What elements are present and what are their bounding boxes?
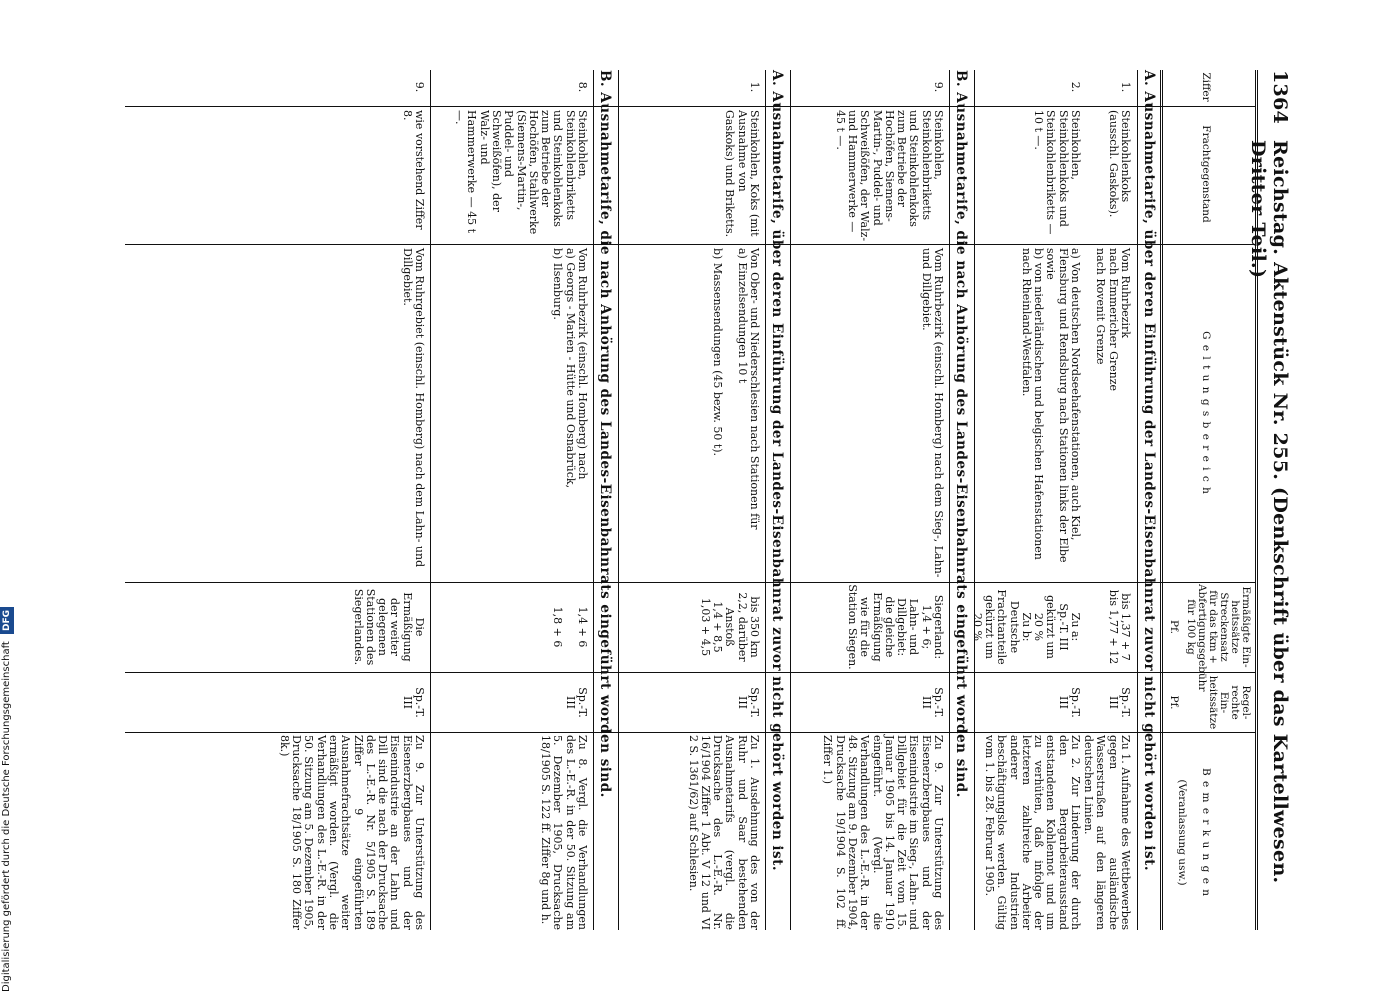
row-geltungsbereich: Vom Ruhrbezirk (einschl. Homberg) nach a) Georgs - Marien - Hütte und Osnabrück, b) Ilsenburg. <box>551 248 589 489</box>
divider <box>430 70 431 930</box>
row-number: 8. <box>576 81 589 93</box>
row-number: 1. <box>1119 81 1132 93</box>
row-number: 9. <box>932 81 945 93</box>
digitization-credit <box>0 0 16 992</box>
row-frachtgegenstand: wie vorstehend Ziffer 8. <box>400 110 426 230</box>
divider <box>765 70 766 930</box>
row-regelrecht: Sp.-T. III <box>735 687 761 718</box>
row-bemerkung: Zu 8. Vergl. die Verhandlungen des L.-E.-R. in der 50. Sitzung am 5. Dezember 1905, Drucksache 18/1905 S. 122 ff. Ziffer 8g und h. <box>539 735 589 930</box>
credit-text: Digitalisierung gefördert durch die Deutsche Forschungsgemeinschaft <box>1 641 12 992</box>
header-unit-pf: Pf. <box>1168 620 1180 634</box>
row-frachtgegenstand: Steinkohlen, Steinkohlenbriketts und Steinkohlenkoks zum Betriebe der Hochöfen, Siemens-Martin-, Puddel- und Schweißöfen, der Walz- und Hammerwerke — 45 t —. <box>833 110 945 242</box>
row-regelrecht: Sp.-T. III <box>400 687 426 718</box>
row-ermaessigt: bis 1,37 + 7 bis 1,77 + 12 <box>1106 589 1132 665</box>
divider <box>593 70 594 930</box>
divider <box>949 70 950 930</box>
row-geltungsbereich: Vom Ruhrbezirk nach Emmericher Grenze nach Rovenit Grenze <box>1094 248 1132 392</box>
divider <box>974 70 975 930</box>
row-frachtgegenstand: Steinkohlen, Koks (mit Ausnahme von Gaskoks) und Briketts. <box>723 110 761 238</box>
row-bemerkung: Zu 1. Ausdehnung des von der Ruhr und Saar bestehenden Ausnahmetarifs (vergl. die Drucksache des L.-E.-R. Nr. 16/1904 Ziffer 1 Abt. V 12 und VI 2 S. 1361/62) auf Schlesien. <box>686 735 761 930</box>
column-rule <box>125 582 1255 583</box>
header-frachtgegenstand: Frachtgegenstand <box>1200 125 1212 223</box>
header-bemerkungen-sub: (Veranlassung usw.) <box>1176 779 1188 886</box>
row-bemerkung: Zu 2. Zur Linderung der durch den Bergarbeiterausstand entstandenen Kohlennot und um zu verhüten, daß infolge der letzteren zahlreiche Arbeiter anderer Industrien beschäftigungslos werden. Gültig vom 1. bis 28. Februar 1905. <box>982 735 1082 930</box>
column-rule <box>125 672 1255 673</box>
row-geltungsbereich: Vom Ruhrgebiet (einschl. Homberg) nach dem Lahn- und Dillgebiet. <box>400 248 426 568</box>
section-heading: A. Ausnahmetarife, über deren Einführung der Landes-Eisenbahnrat zuvor nicht gehört worden ist. <box>1141 70 1157 872</box>
section-heading: B. Ausnahmetarife, die nach Anhörung des Landes-Eisenbahnrats eingeführt worden sind. <box>597 70 613 798</box>
row-bemerkung: Zu 1. Aufnahme des Wettbewerbes gegen ausländische Wasserstraßen auf den längeren deutschen Linien. <box>1082 735 1132 930</box>
header-regelrecht: Regel- rechte Ein- heitssätze <box>1207 675 1252 730</box>
row-bemerkung: Zu 9. Zur Unterstützung des Eisenerzbergbaues und der Eisenindustrie an der Lahn und Dill sind die nach der Drucksache des L.-E.-R. Nr. 5/1905 S. 189 Ziffer 9 eingeführten Ausnahmefrachtsätze weiter ermäßigt worden. (Vergl. die Verhandlungen des L.-E.-R. in der 50. Sitzung am 5. Dezember 1905, Drucksache 18/1905 S. 180 Ziffer 8k.) <box>277 735 426 930</box>
column-rule <box>125 244 1255 245</box>
row-ermaessigt: Zu a: Sp.-T. III gekürzt um 20 % Zu b: Deutsche Frachtanteile gekürzt um 20 % <box>970 589 1082 665</box>
header-bemerkungen: B e m e r k u n g e n <box>1200 767 1212 898</box>
column-rule <box>125 106 1255 107</box>
row-ermaessigt: Siegerland: 1,4 + 6; Lahn- und Dillgebiet: die gleiche Ermäßigung wie für die Station Siegen. <box>845 584 945 670</box>
dfg-logo: DFG <box>0 607 14 634</box>
row-frachtgegenstand: Steinkohlenkoks (ausschl. Gaskoks). <box>1106 110 1132 218</box>
document-page <box>31 70 1291 930</box>
header-top-rule <box>1255 70 1258 930</box>
divider <box>618 70 619 930</box>
running-head <box>1247 70 1291 930</box>
row-geltungsbereich: Vom Ruhrbezirk (einschl. Homberg) nach dem Sieg-, Lahn- und Dillgebiet. <box>919 248 945 578</box>
header-ermaessigt: Ermäßigte Ein- heitssätze Streckensatz für das tkm + Abfertigungsgebühr für 100 kg <box>1185 584 1252 692</box>
section-heading: B. Ausnahmetarife, die nach Anhörung des Landes-Eisenbahnrats eingeführt worden sind. <box>953 70 969 798</box>
row-frachtgegenstand: Steinkohlen, Steinkohlenbriketts und Steinkohlenkoks zum Betriebe der Hochöfen, Stahlwerke (Siemens-Martin-, Puddel- und Schweißöfen), der Walz- und Hammerwerke — 45 t —. <box>453 110 589 235</box>
row-geltungsbereich: Von Ober- und Niederschlesien nach Stationen für a) Einzelsendungen 10 t b) Massensendungen (45 bezw. 50 t). <box>711 248 761 530</box>
row-ermaessigt: Die Ermäßigung der weiter gelegenen Stationen des Siegerlandes. <box>351 588 426 666</box>
page-number: 1364 <box>1269 70 1291 125</box>
header-bottom-rule <box>1160 70 1163 930</box>
header-geltungsbereich: G e l t u n g s b e r e i c h <box>1200 331 1212 495</box>
divider <box>790 70 791 930</box>
row-bemerkung: Zu 9. Zur Unterstützung des Eisenerzbergbaues und der Eisenindustrie im Sieg-, Lahn- und Dillgebiet für die Zeit vom 15. Januar 1905 bis 14. Januar 1910 eingeführt. (Vergl. die Verhandlungen des L.-E.-R. in der 48. Sitzung am 9. Dezember 1904, Drucksache 19/1904 S. 102 ff. Ziffer 1.) <box>821 735 945 930</box>
row-geltungsbereich: a) Von deutschen Nordseehafenstationen, auch Kiel, Flensburg und Rendsburg nach Stationen links der Elbe sowie b) von niederländischen und belgischen Hafenstationen nach Rheinland-Westfalen. <box>1019 248 1082 563</box>
row-ermaessigt: bis 350 km 2,2, darüber Anstoß 1,4 + 8,5 1,03 + 4,5 <box>698 592 761 662</box>
divider <box>1137 70 1138 930</box>
row-frachtgegenstand: Steinkohlen, Steinkohlenkoks und Steinkohlenbriketts — 10 t —. <box>1032 110 1082 235</box>
row-regelrecht: Sp.-T. III <box>919 687 945 718</box>
header-unit-pf: Pf. <box>1168 695 1180 710</box>
row-regelrecht: Sp.-T. III <box>1106 687 1132 718</box>
row-regelrecht: Sp.-T. III <box>1056 687 1082 718</box>
page-title: Reichstag. Aktenstück Nr. 255. (Denkschrift über das Kartellwesen. Dritter Teil.) <box>1247 140 1291 884</box>
row-number: 2. <box>1069 81 1082 93</box>
row-regelrecht: Sp.-T. III <box>563 687 589 718</box>
row-number: 1. <box>748 81 761 93</box>
row-ermaessigt: 1,4 + 6 1,8 + 6 <box>551 606 589 648</box>
column-rule <box>125 732 1255 733</box>
section-heading: A. Ausnahmetarife, über deren Einführung der Landes-Eisenbahnrat zuvor nicht gehört worden ist. <box>769 70 785 872</box>
header-ziffer: Ziffer <box>1200 72 1212 102</box>
row-number: 9. <box>413 81 426 93</box>
